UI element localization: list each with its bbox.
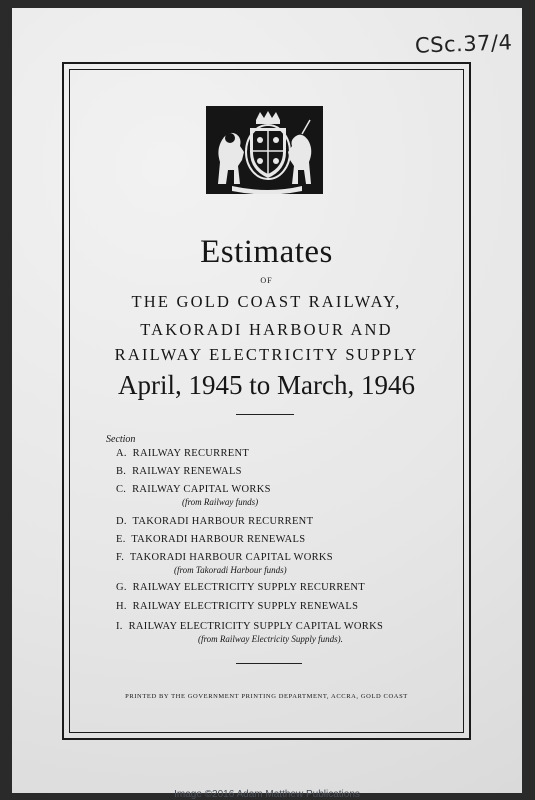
section-letter: H. <box>116 601 127 612</box>
section-label: Section <box>106 434 136 445</box>
section-item-h <box>116 601 358 612</box>
section-text: RAILWAY CAPITAL WORKS <box>132 484 271 495</box>
section-letter: F. <box>116 552 125 563</box>
section-item-f <box>116 552 333 563</box>
copyright-watermark: Image ©2016 Adam Matthew Publications <box>174 789 360 800</box>
section-item-g <box>116 582 365 593</box>
section-item-a <box>116 448 249 459</box>
divider-rule-bottom <box>236 663 302 664</box>
section-item-b <box>116 466 242 477</box>
section-letter: B. <box>116 466 127 477</box>
section-text: RAILWAY ELECTRICITY SUPPLY CAPITAL WORKS <box>128 621 384 632</box>
section-item-e <box>116 534 305 545</box>
section-letter: D. <box>116 516 127 527</box>
section-text: RAILWAY ELECTRICITY SUPPLY RECURRENT <box>132 582 365 593</box>
royal-coat-of-arms <box>206 106 323 194</box>
section-text: TAKORADI HARBOUR RECURRENT <box>132 516 314 527</box>
section-note-c: (from Railway funds) <box>182 497 259 507</box>
section-letter: G. <box>116 582 127 593</box>
section-text: RAILWAY ELECTRICITY SUPPLY RENEWALS <box>132 601 359 612</box>
section-text: TAKORADI HARBOUR RENEWALS <box>131 534 306 545</box>
printer-imprint: PRINTED BY THE GOVERNMENT PRINTING DEPARTMENT, ACCRA, GOLD COAST <box>125 693 408 700</box>
section-text: RAILWAY RECURRENT <box>132 448 250 459</box>
section-note-i: (from Railway Electricity Supply funds). <box>198 634 343 644</box>
document-page <box>12 8 522 800</box>
divider-rule-top <box>236 414 294 415</box>
handwritten-reference: CSc.37/4 <box>414 30 513 58</box>
section-item-d <box>116 516 313 527</box>
document-title: Estimates <box>200 234 333 270</box>
section-note-f: (from Takoradi Harbour funds) <box>174 565 287 575</box>
section-text: RAILWAY RENEWALS <box>132 466 242 477</box>
section-letter: C. <box>116 484 127 495</box>
subject-line-1: THE GOLD COAST RAILWAY, <box>131 292 402 311</box>
section-letter: A. <box>116 448 127 459</box>
outer-border <box>62 62 471 740</box>
period-line: April, 1945 to March, 1946 <box>118 370 415 400</box>
section-item-i <box>116 621 383 632</box>
section-letter: I. <box>116 621 123 632</box>
section-letter: E. <box>116 534 126 545</box>
of-word: OF <box>260 276 273 285</box>
subject-line-2: TAKORADI HARBOUR AND <box>140 320 393 339</box>
section-text: TAKORADI HARBOUR CAPITAL WORKS <box>129 552 333 563</box>
subject-line-3: RAILWAY ELECTRICITY SUPPLY <box>114 345 419 364</box>
section-item-c <box>116 484 271 495</box>
